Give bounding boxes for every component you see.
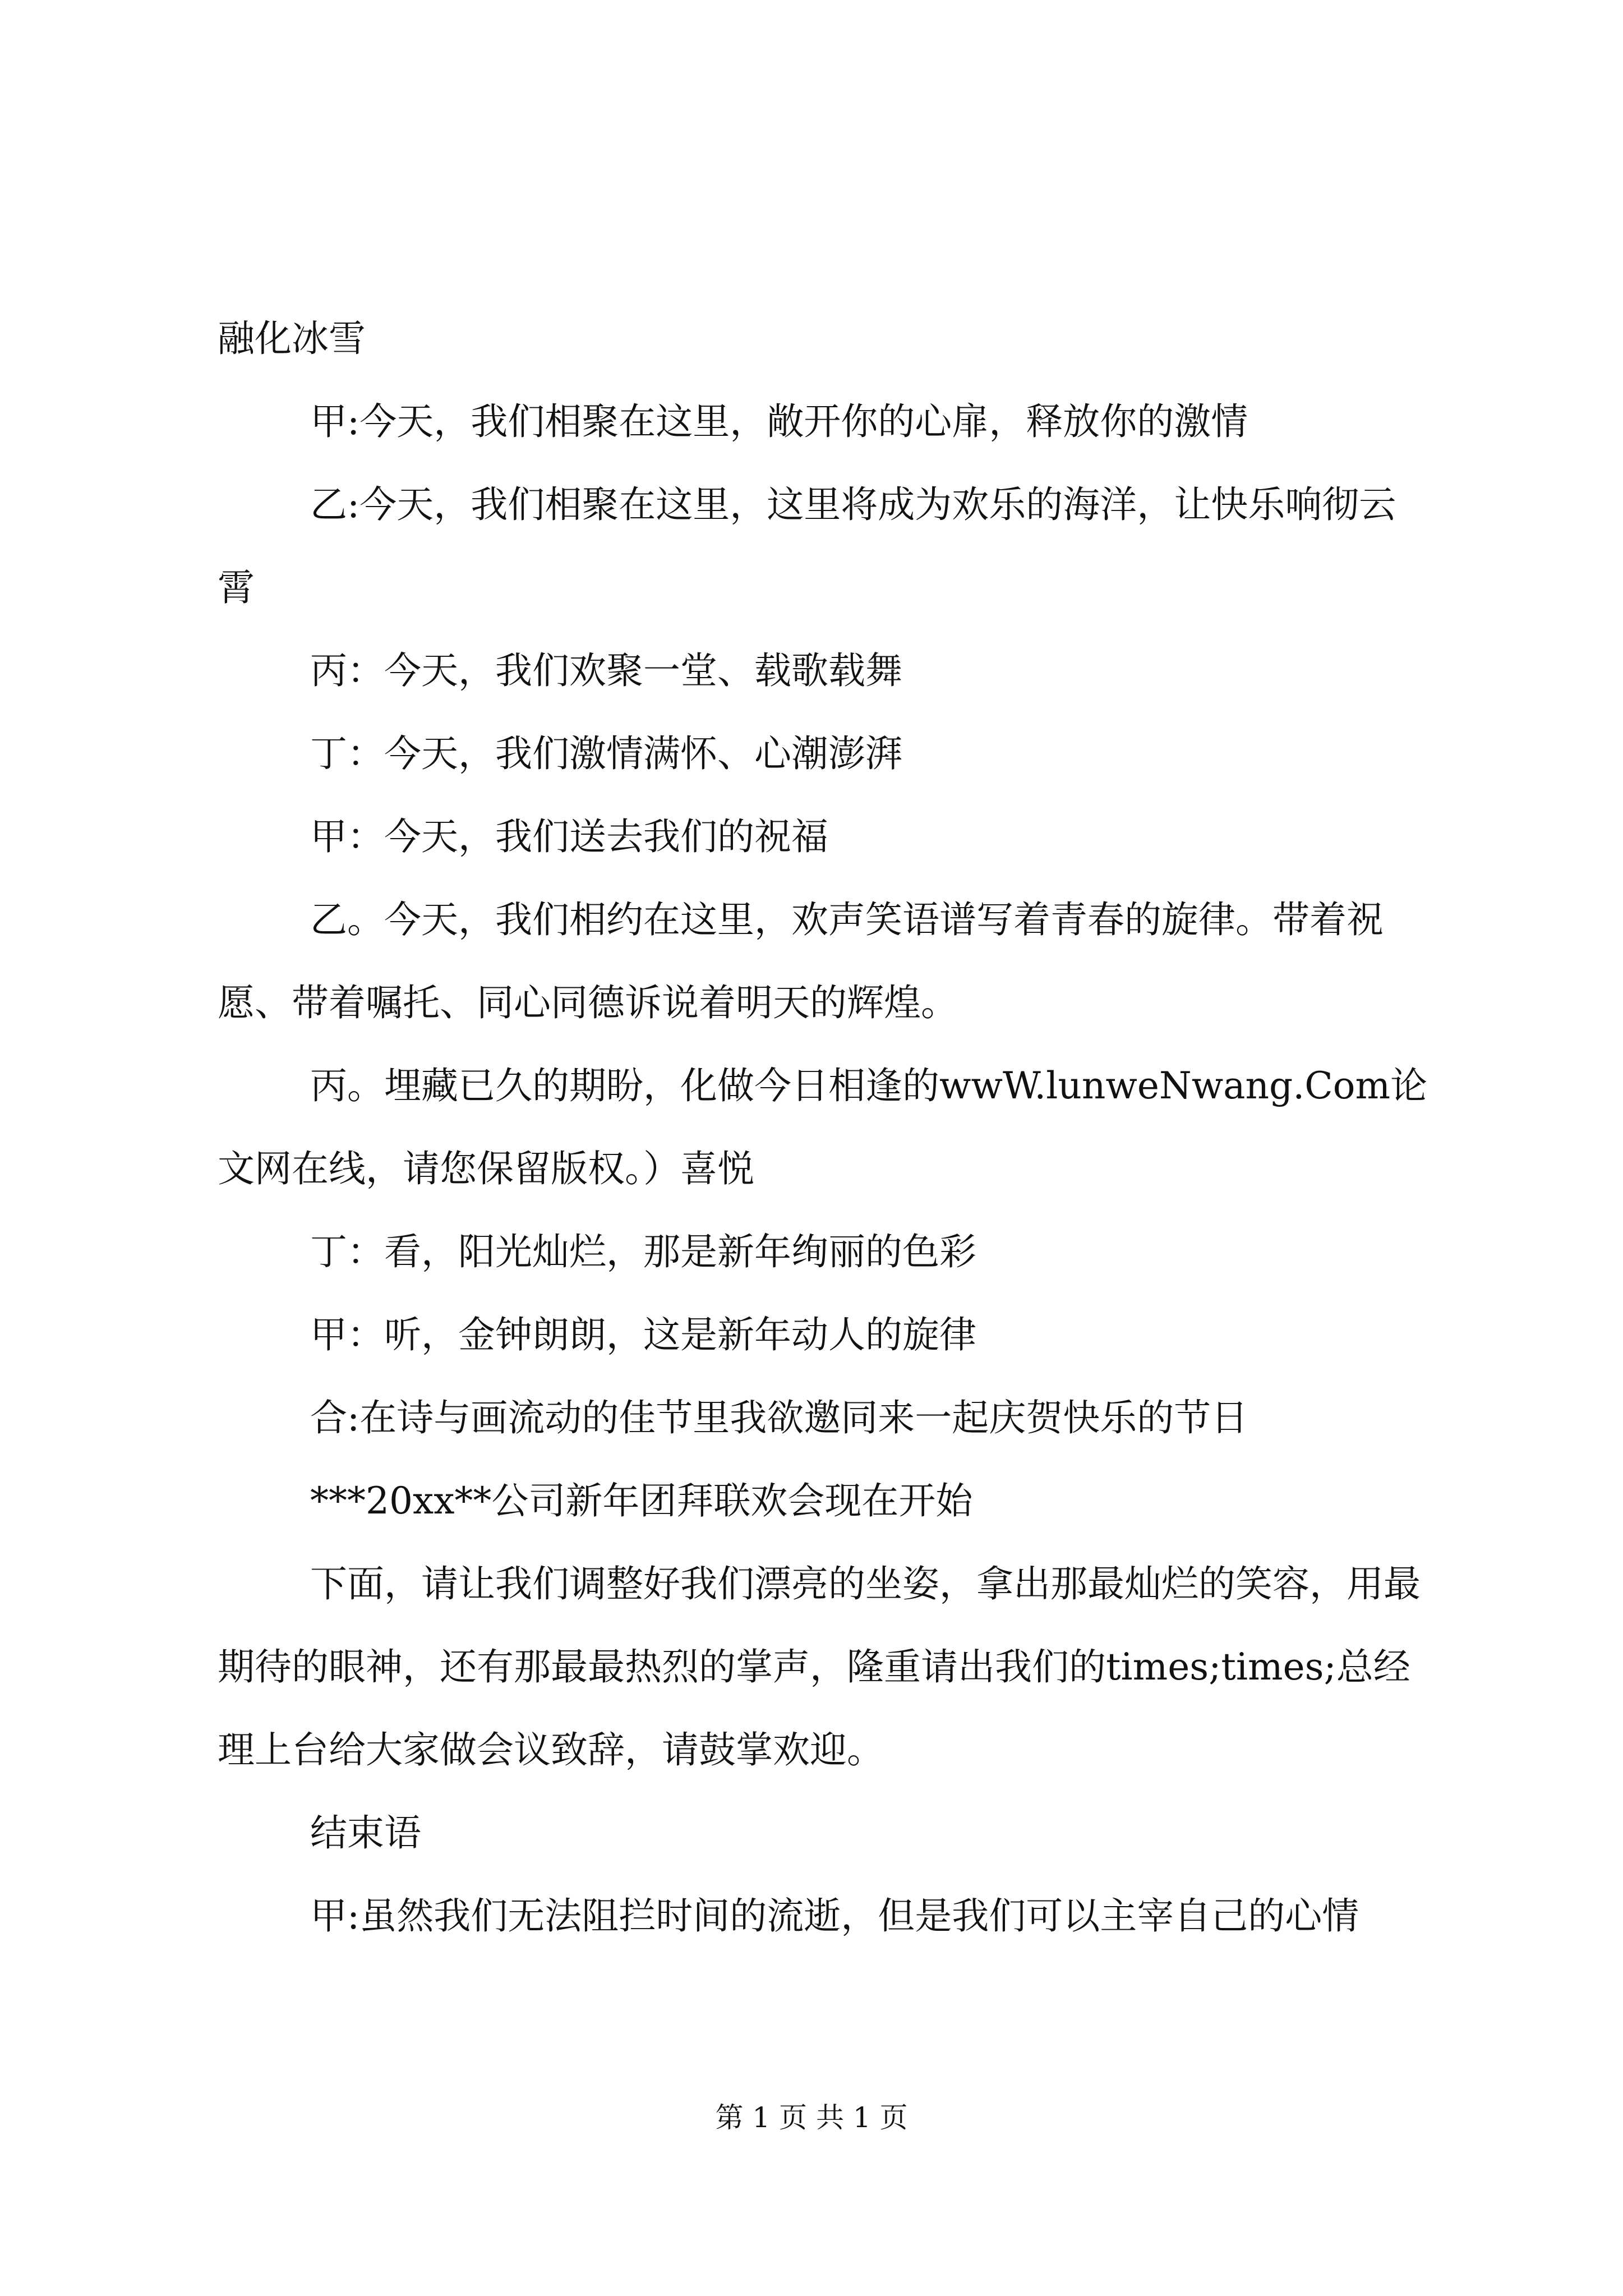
paragraph: 下面，请让我们调整好我们漂亮的坐姿，拿出那最灿烂的笑容，用最期待的眼神，还有那最最热烈的掌声，隆重请出我们的times;times;总经理上台给大家做会议致辞，请鼓掌欢迎。 <box>218 1562 1421 1772</box>
paragraph: 丙。埋藏已久的期盼，化做今日相逢的wwW.lunweNwang.Com论文网在线，请您保留版权。）喜悦 <box>218 1064 1428 1190</box>
page-footer <box>0 2098 1623 2137</box>
paragraph-title: 融化冰雪 <box>218 317 366 360</box>
document-body <box>218 297 1429 1958</box>
paragraph: 丙：今天，我们欢聚一堂、载歌载舞 <box>310 649 902 692</box>
paragraph: 甲:今天，我们相聚在这里，敞开你的心扉，释放你的激情 <box>310 400 1248 443</box>
paragraph: 丁：看，阳光灿烂，那是新年绚丽的色彩 <box>310 1230 976 1273</box>
page-number-label: 第 1 页 共 1 页 <box>715 2101 908 2134</box>
paragraph: 甲：今天，我们送去我们的祝福 <box>310 815 828 858</box>
paragraph: 丁：今天，我们激情满怀、心潮澎湃 <box>310 732 902 775</box>
paragraph-heading: 结束语 <box>310 1811 421 1855</box>
paragraph: 合:在诗与画流动的佳节里我欲邀同来一起庆贺快乐的节日 <box>310 1396 1248 1439</box>
paragraph: 甲:虽然我们无法阻拦时间的流逝，但是我们可以主宰自己的心情 <box>310 1894 1359 1938</box>
paragraph: ***20xx**公司新年团拜联欢会现在开始 <box>310 1479 973 1522</box>
paragraph: 乙。今天，我们相约在这里，欢声笑语谱写着青春的旋律。带着祝愿、带着嘱托、同心同德诉说着明天的辉煌。 <box>218 898 1384 1024</box>
paragraph: 甲：听，金钟朗朗，这是新年动人的旋律 <box>310 1313 976 1356</box>
paragraph: 乙:今天，我们相聚在这里，这里将成为欢乐的海洋，让快乐响彻云霄 <box>218 483 1396 609</box>
